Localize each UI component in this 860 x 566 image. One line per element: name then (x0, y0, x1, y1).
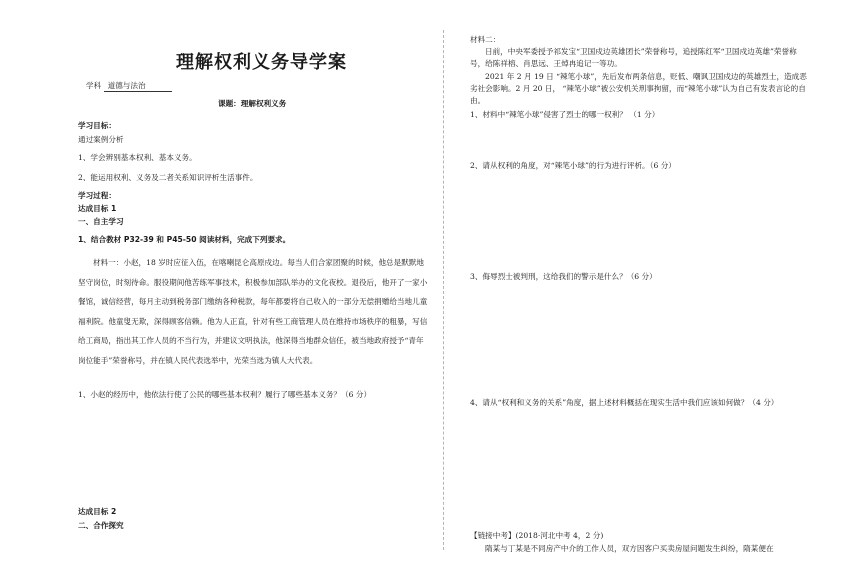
target-2: 达成目标 2 (78, 507, 117, 516)
process-heading: 学习过程： (78, 191, 116, 200)
page-title: 理解权利义务导学案 (176, 52, 347, 73)
task-1: 1、结合教材 P32-39 和 P45-50 阅读材料，完成下列要求。 (78, 235, 291, 244)
link-exam-text: 隋某与丁某是不同房产中介的工作人员，双方因客户买卖房屋问题发生纠纷，隋某便在 (485, 544, 774, 553)
subject-line (86, 80, 172, 92)
material-2-label: 材料二： (470, 35, 501, 44)
question-r3: 3、侮辱烈士被判刑，这给我们的警示是什么？（6 分） (470, 272, 657, 281)
question-1: 1、小赵的经历中，他依法行使了公民的哪些基本权利？履行了哪些基本义务？（6 分） (78, 390, 372, 399)
section-self-study: 一、自主学习 (78, 217, 124, 226)
goal-item: 2、能运用权利、义务及二者关系知识评析生活事件。 (78, 173, 258, 182)
column-divider (443, 30, 444, 550)
material-2-paragraph: 日前，中央军委授予祁发宝“卫国戍边英雄团长”荣誉称号，追授陈红军“卫国戍边英雄”荣誉称号，给陈祥榕、肖思远、王焯冉追记一等功。 (470, 47, 797, 68)
subject-label: 学科 (86, 81, 102, 90)
target-1: 达成目标 1 (78, 204, 117, 213)
link-exam-heading: 【链接中考】(2018·河北中考 4，2 分) (470, 531, 604, 540)
goal-item: 通过案例分析 (78, 135, 124, 144)
section-cooperation: 二、合作探究 (78, 521, 124, 530)
question-r1: 1、材料中“辣笔小球”侵害了烈士的哪一权利？ （1 分） (470, 110, 660, 119)
material-2-paragraph: 2021 年 2 月 19 日 “辣笔小球”，先后发布两条信息，贬低、嘲讽卫国戍边的英雄烈士，造成恶劣社会影响。2 月 20 日， “辣笔小球”被公安机关刑事拘留，而“辣笔小球”认为自己有发表言论的自由。 (470, 72, 807, 105)
material-1: 材料一：小赵，18 岁时应征入伍，在喀喇昆仑高原戍边。每当人们合家团聚的时候，他总是默默地坚守岗位，时刻待命。服役期间他苦练军事技术，积极参加部队举办的文化夜校。退役后，他开了一家小餐馆，诚信经营，每月主动到税务部门缴纳各种税款，每年都要将自己收入的一部分无偿捐赠给当地儿童福利院。他童叟无欺，深得顾客信赖。他为人正直，针对有些工商管理人员在维持市场秩序的粗暴，写信给工商局，指出其工作人员的不当行为，并建议文明执法，他深得当地群众信任，被当地政府授予“青年岗位能手”荣誉称号，并在镇人民代表选举中，光荣当选为镇人大代表。 (78, 258, 428, 365)
goals-heading: 学习目标： (78, 121, 116, 130)
subject-value: 道德与法治 (104, 80, 172, 92)
question-r4: 4、请从“权利和义务的关系”角度，据上述材料概括在现实生活中我们应该如何做？（4 分） (470, 398, 779, 407)
lesson-title: 课题：理解权利义务 (218, 99, 287, 108)
goal-item: 1、学会辨别基本权利、基本义务。 (78, 153, 197, 162)
question-r2: 2、请从权利的角度，对“辣笔小球”的行为进行评析。（6 分） (470, 161, 676, 170)
